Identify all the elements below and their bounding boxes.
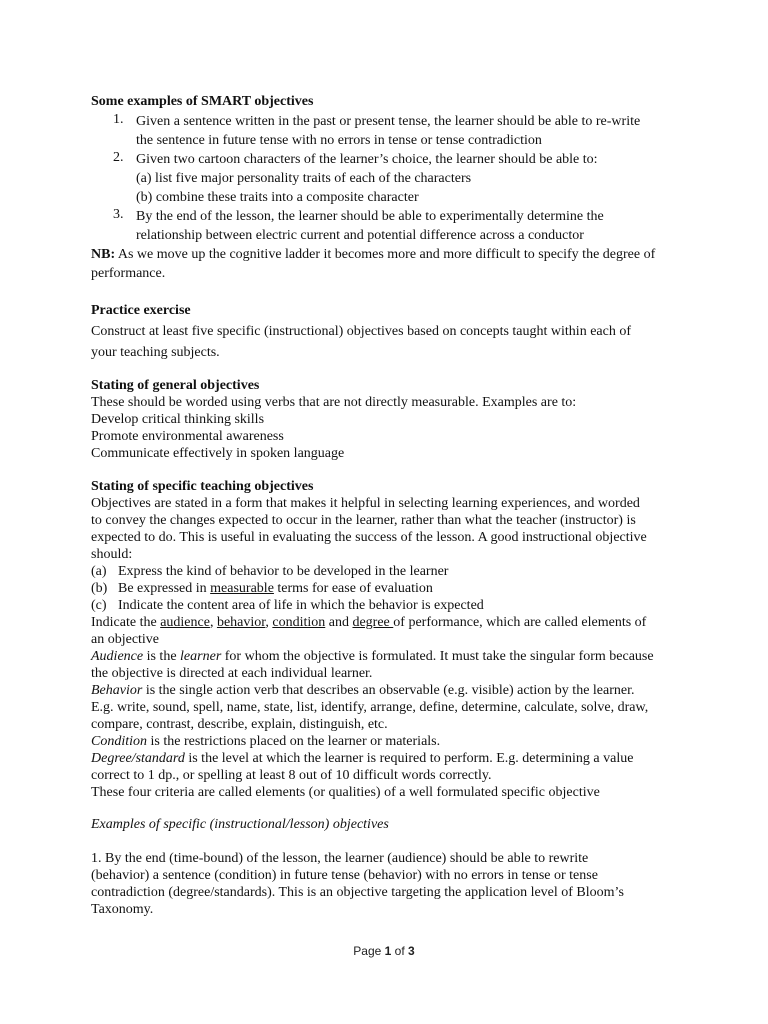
criterion-a: [91, 563, 676, 580]
definition-text: is the single action verb that describes an observable (e.g. visible) action by the learner.: [142, 683, 635, 698]
current-page-number: 1: [384, 944, 392, 958]
criterion-text: terms for ease of evaluation: [273, 581, 433, 596]
general-line: Promote environmental awareness: [91, 429, 284, 444]
general-line: These should be worded using verbs that are not directly measurable. Examples are to:: [91, 395, 577, 410]
definition-text: is the restrictions placed on the learner or materials.: [147, 734, 441, 749]
behavior-definition: [91, 682, 676, 699]
smart-subitem-b: (b) combine these traits into a composite character: [136, 190, 419, 205]
of-word: of: [391, 944, 409, 958]
audience-definition-line2: the objective is directed at each individual learner.: [91, 666, 373, 681]
nb-label: NB:: [91, 247, 116, 262]
examples-heading: Examples of specific (instructional/lesson) objectives: [91, 817, 389, 832]
smart-item-line: By the end of the lesson, the learner should be able to experimentally determine the: [136, 209, 604, 224]
smart-item-line: Given a sentence written in the past or present tense, the learner should be able to re-write: [136, 114, 641, 129]
definition-text: is the: [143, 649, 181, 664]
elements-line: [91, 614, 676, 631]
specific-intro-line: to convey the changes expected to occur in the learner, rather than what the teacher (instructor) is: [91, 513, 636, 528]
criterion-label: (c): [91, 598, 107, 613]
elements-text: of performance, which are called elements of: [393, 615, 647, 630]
nb-note: [91, 245, 676, 264]
criterion-label: (b): [91, 581, 108, 596]
criterion-c: [91, 597, 676, 614]
smart-item-1: [91, 112, 676, 150]
page-content: [91, 92, 676, 918]
degree-definition-line2: correct to 1 dp., or spelling at least 8 out of 10 difficult words correctly.: [91, 768, 492, 783]
elements-text: ,: [265, 615, 273, 630]
general-line: Communicate effectively in spoken language: [91, 446, 345, 461]
general-line: Develop critical thinking skills: [91, 412, 265, 427]
general-heading: Stating of general objectives: [91, 378, 260, 393]
practice-line: Construct at least five specific (instructional) objectives based on concepts taught within each of: [91, 324, 631, 339]
smart-item-number: 2.: [113, 150, 124, 165]
criterion-text: Express the kind of behavior to be developed in the learner: [118, 564, 449, 579]
definition-text: is the level at which the learner is required to perform. E.g. determining a value: [184, 751, 634, 766]
example-line: contradiction (degree/standards). This is an objective targeting the application level of Bloom’s: [91, 885, 624, 900]
nb-note-line2: performance.: [91, 266, 166, 281]
smart-heading: Some examples of SMART objectives: [91, 94, 314, 109]
elements-text: and: [325, 615, 353, 630]
condition-definition: [91, 733, 676, 750]
behavior-definition-line2: E.g. write, sound, spell, name, state, list, identify, arrange, define, determine, calculate, solve, draw,: [91, 700, 649, 715]
specific-intro-line: expected to do. This is useful in evaluating the success of the lesson. A good instructional objective: [91, 530, 647, 545]
page-word: Page: [353, 944, 385, 958]
specific-heading: Stating of specific teaching objectives: [91, 479, 314, 494]
smart-item-2: [91, 150, 676, 169]
example-line: 1. By the end (time-bound) of the lesson, the learner (audience) should be able to rewrite: [91, 851, 589, 866]
audience-term: audience: [160, 615, 210, 630]
smart-item-line: relationship between electric current and potential difference across a conductor: [136, 228, 584, 243]
elements-text: ,: [209, 615, 217, 630]
behavior-definition-line3: compare, contrast, describe, explain, distinguish, etc.: [91, 717, 388, 732]
degree-term: degree: [352, 615, 394, 630]
behavior-label: Behavior: [91, 683, 143, 698]
criterion-text: Indicate the content area of life in which the behavior is expected: [118, 598, 484, 613]
smart-item-line: the sentence in future tense with no errors in tense or tense contradiction: [136, 133, 542, 148]
smart-item-3: [91, 207, 676, 245]
practice-heading: Practice exercise: [91, 303, 191, 318]
measurable-term: measurable: [210, 581, 274, 596]
degree-label: Degree/standard: [91, 751, 185, 766]
smart-item-number: 1.: [113, 112, 124, 127]
definition-text: for whom the objective is formulated. It must take the singular form because: [221, 649, 654, 664]
total-page-count: 3: [408, 944, 415, 958]
example-line: Taxonomy.: [91, 902, 154, 917]
audience-label: Audience: [91, 649, 144, 664]
criterion-b: [91, 580, 676, 597]
criterion-text: Be expressed in: [118, 581, 211, 596]
practice-line: your teaching subjects.: [91, 345, 220, 360]
example-line: (behavior) a sentence (condition) in future tense (behavior) with no errors in tense or tense: [91, 868, 598, 883]
audience-definition: [91, 648, 676, 665]
condition-term: condition: [272, 615, 326, 630]
criterion-label: (a): [91, 564, 107, 579]
degree-definition: [91, 750, 676, 767]
page-footer: [0, 944, 768, 958]
behavior-term: behavior: [216, 615, 266, 630]
smart-item-line: Given two cartoon characters of the learner’s choice, the learner should be able to:: [136, 152, 598, 167]
specific-intro-line: should:: [91, 547, 133, 562]
condition-label: Condition: [91, 734, 148, 749]
smart-item-number: 3.: [113, 207, 124, 222]
elements-line2: an objective: [91, 632, 160, 647]
specific-intro-line: Objectives are stated in a form that makes it helpful in selecting learning experiences, and worded: [91, 496, 640, 511]
smart-subitem-a: (a) list five major personality traits of each of the characters: [136, 171, 472, 186]
elements-text: Indicate the: [91, 615, 161, 630]
nb-text: As we move up the cognitive ladder it becomes more and more difficult to specify the degree of: [115, 247, 656, 262]
criteria-summary: These four criteria are called elements (or qualities) of a well formulated specific objective: [91, 785, 600, 800]
learner-term: learner: [180, 649, 222, 664]
